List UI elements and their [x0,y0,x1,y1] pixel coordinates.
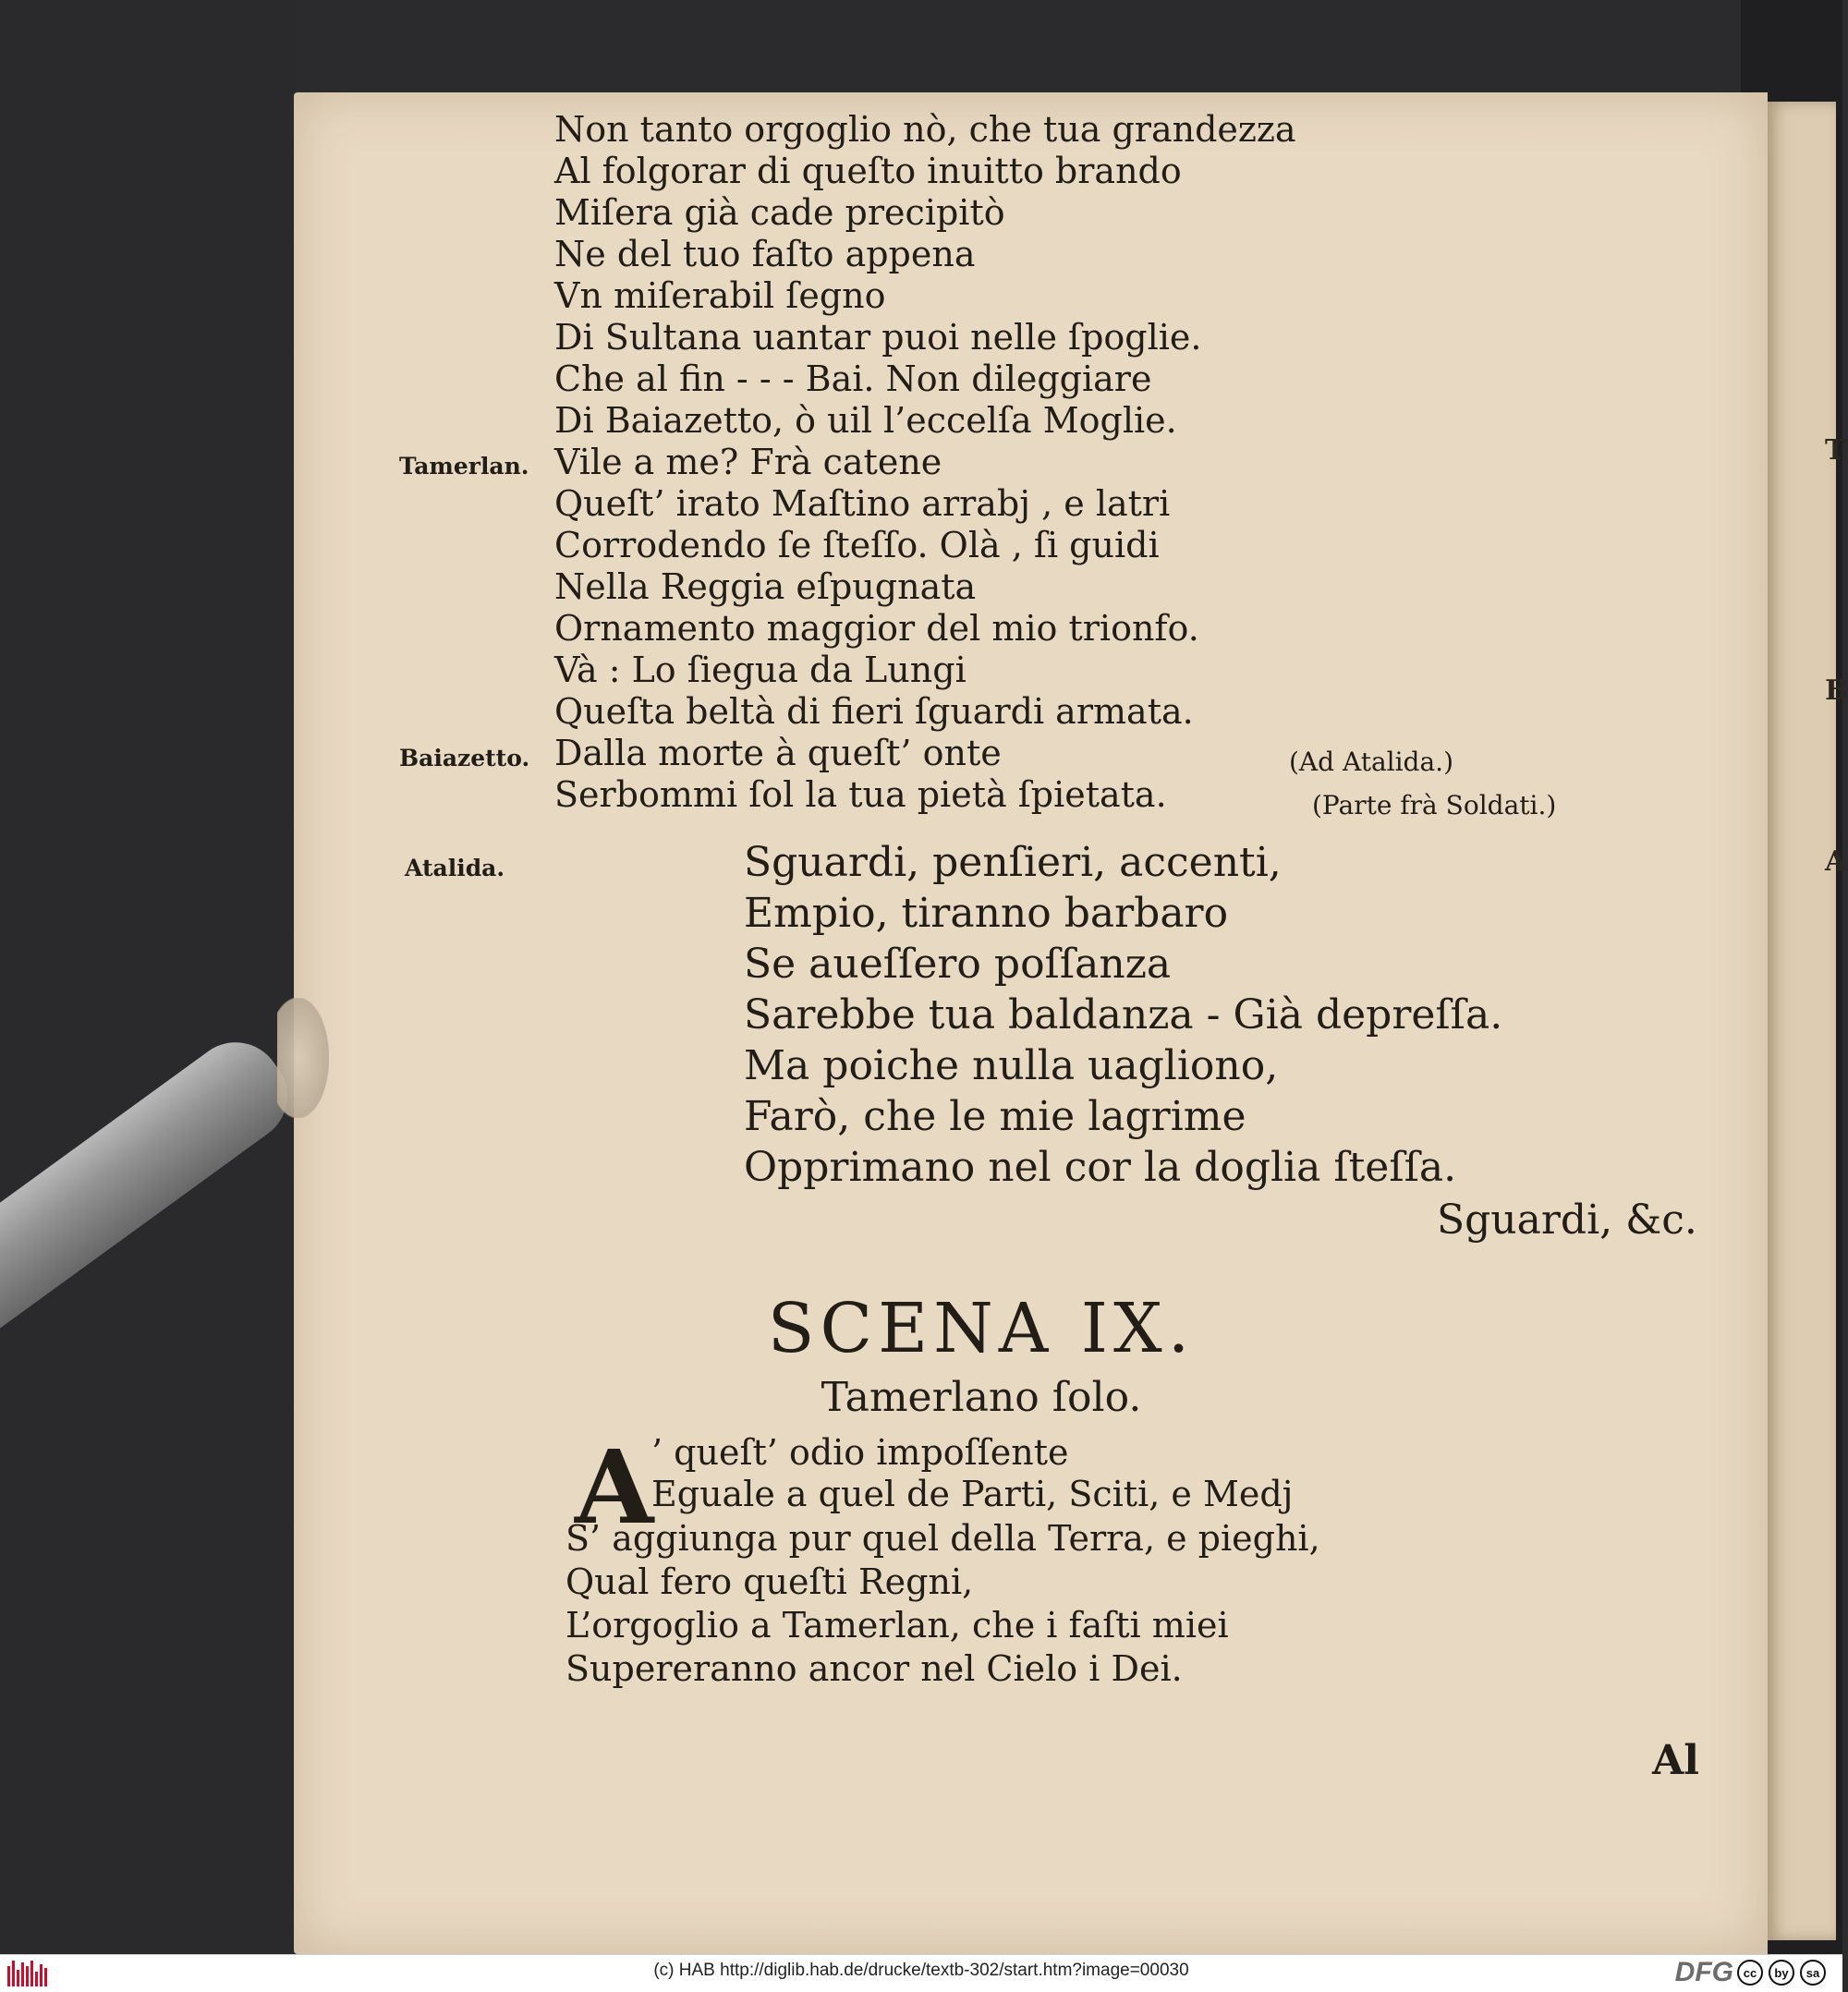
verse-line: Queſta beltà di fieri ſguardi armata. [554,691,1194,732]
scan-background-left [0,0,296,1954]
viewer-footer [0,1954,1842,1992]
license-badge[interactable] [1737,1959,1837,1986]
aria-da-capo: Sguardi, &c. [1437,1196,1697,1244]
scene-verse-line: Supereranno ancor nel Cielo i Dei. [565,1648,1183,1689]
stage-direction: (Ad Atalida.) [1289,747,1453,777]
aria-line: Farò, che le mie lagrime [744,1093,1246,1140]
scene-verse-line: S’ aggiunga pur quel della Terra, e pieghi, [565,1518,1320,1559]
verse-line: Di Sultana uantar puoi nelle ſpoglie. [554,317,1202,358]
facing-page-letter: B [1825,674,1848,707]
catchword: Al [1652,1737,1699,1784]
scene-verse-line: Eguale a quel de Parti, Sciti, e Medj [651,1474,1294,1514]
verse-line: Di Baiazetto, ò uil l’eccelſa Moglie. [554,400,1177,441]
scene-verse-line: L’orgoglio a Tamerlan, che i faſti miei [565,1605,1229,1646]
verse-line: Vn miſerabil ſegno [554,275,886,316]
speaker-tamerlan: Tamerlan. [399,453,529,480]
copyright-link[interactable]: (c) HAB http://diglib.hab.de/drucke/textb-302/start.htm?image=00030 [653,1961,1189,1980]
aria-line: Opprimano nel cor la doglia ſteſſa. [744,1144,1457,1191]
aria-line: Se aueſſero poſſanza [744,941,1172,988]
verse-line: Vile a me? Frà catene [554,442,942,482]
sa-icon: sa [1800,1960,1826,1986]
verse-line: Và : Lo ſiegua da Lungi [554,650,967,690]
speaker-baiazetto: Baiazetto. [399,745,530,771]
verse-line: Serbommi ſol la tua pietà ſpietata. [554,774,1167,815]
page-holder-tip [277,998,329,1118]
verse-line: Non tanto orgoglio nò, che tua grandezza [554,109,1296,150]
verse-line: Queſt’ irato Maſtino arrabj , e latri [554,483,1171,524]
scene-subtitle: Tamerlano ſolo. [821,1374,1142,1421]
facing-page-edge [1768,102,1836,1940]
facing-page-letter: T [1825,434,1846,467]
verse-line: Ne del tuo faſto appena [554,234,976,274]
aria-line: Ma poiche nulla uagliono, [744,1042,1279,1089]
stage-direction: (Parte frà Soldati.) [1312,790,1557,820]
aria-line: Sguardi, penſieri, accenti, [744,839,1282,886]
dfg-logo: DFG [1674,1957,1733,1987]
verse-line: Dalla morte à queſt’ onte [554,733,1002,773]
by-icon: by [1769,1960,1794,1986]
verse-line: Al folgorar di queſto inuitto brando [554,151,1182,191]
aria-line: Sarebbe tua baldanza - Già depreſſa. [744,991,1503,1039]
scene-title: SCENA IX. [767,1289,1196,1368]
scene-verse-line: Qual fero queſti Regni, [565,1561,974,1602]
drop-cap: A [575,1427,654,1547]
speaker-atalida: Atalida. [405,855,505,881]
verse-line: Che al fin - - - Bai. Non dileggiare [554,358,1152,399]
verse-line: Miſera già cade precipitò [554,192,1005,233]
cc-icon: cc [1737,1960,1763,1986]
aria-line: Empio, tiranno barbaro [744,890,1229,937]
facing-page-letter: A [1825,845,1847,878]
scene-verse-line: ’ queſt’ odio impoſſente [651,1432,1069,1473]
verse-line: Nella Reggia eſpugnata [554,566,977,607]
verse-line: Corrodendo ſe ſteſſo. Olà , ſi guidi [554,525,1160,565]
verse-line: Ornamento maggior del mio trionfo. [554,608,1199,649]
